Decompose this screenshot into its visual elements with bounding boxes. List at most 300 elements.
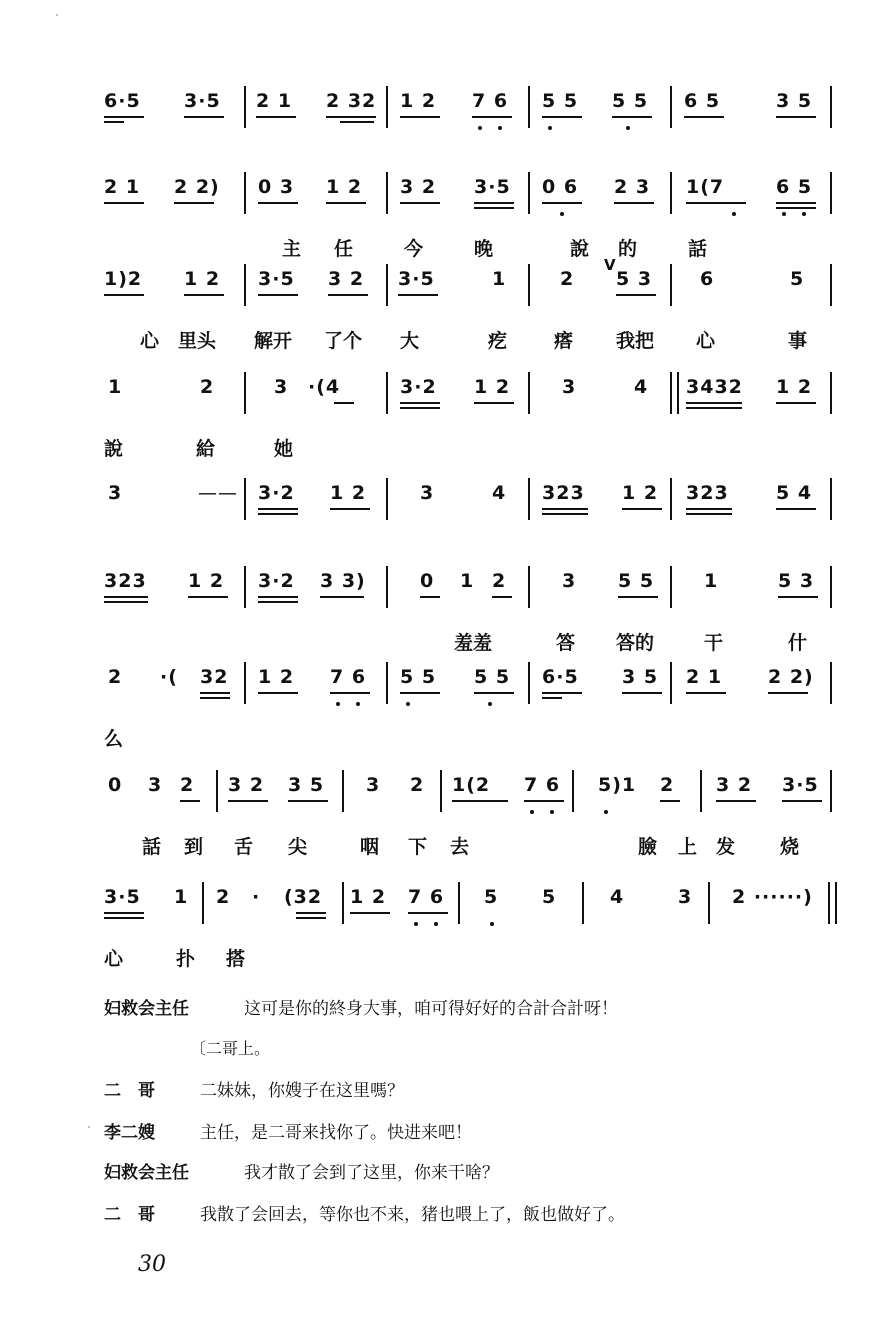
octave-dot (732, 212, 736, 216)
lyric: 主 (282, 238, 302, 260)
notation-staff (104, 566, 838, 636)
lyric: 干 (704, 632, 724, 654)
beam (542, 508, 588, 510)
lyric: 心 (140, 330, 160, 352)
beam (296, 917, 326, 919)
dialogue-line (104, 994, 618, 1019)
notation-staff (104, 662, 838, 732)
note-group: ·( (160, 666, 178, 688)
barline (670, 566, 672, 608)
note-group: 2 1 (104, 176, 141, 198)
lyric: 答 (556, 632, 576, 654)
lyric: 里头 (178, 330, 217, 352)
beam (618, 596, 658, 598)
beam (474, 402, 514, 404)
barline (528, 372, 530, 414)
beam (228, 800, 268, 802)
beam (776, 207, 816, 209)
lyric: 今 (404, 238, 424, 260)
note-group: 1 2 (474, 376, 511, 398)
dialogue-text: 我散了会回去，等你也不来，猪也喂上了，飯也做好了。 (200, 1205, 625, 1225)
octave-dot (490, 922, 494, 926)
note-group: 7 6 (408, 886, 445, 908)
note-group: 2 (180, 774, 195, 796)
beam (258, 294, 298, 296)
barline (830, 770, 832, 812)
beam (288, 800, 328, 802)
note-group: 4 (610, 886, 625, 908)
note-group: 323 (104, 570, 147, 592)
note-group: 5 5 (618, 570, 655, 592)
note-group: 5 5 (612, 90, 649, 112)
beam (612, 116, 652, 118)
lyric: 心 (696, 330, 716, 352)
barline (708, 882, 710, 924)
beam (330, 692, 370, 694)
barline (386, 264, 388, 306)
lyric: 說 (570, 238, 590, 260)
octave-dot (802, 212, 806, 216)
note-group: 3 (366, 774, 381, 796)
beam (408, 912, 448, 914)
beam (258, 513, 298, 515)
note-group: 3·5 (398, 268, 435, 290)
barline (528, 264, 530, 306)
note-group: 1 2 (400, 90, 437, 112)
barline (244, 172, 246, 214)
beam (472, 116, 512, 118)
beam (420, 596, 440, 598)
dialogue-text: 二妹妹，你嫂子在这里嗎？ (200, 1081, 404, 1101)
beam (184, 116, 224, 118)
music-system-4 (104, 372, 838, 492)
barline (244, 478, 246, 520)
note-group: 3·5 (782, 774, 819, 796)
note-group: 5 5 (400, 666, 437, 688)
note-group: 323 (542, 482, 585, 504)
octave-dot (782, 212, 786, 216)
note-group: 3 5 (288, 774, 325, 796)
barline (244, 86, 246, 128)
barline (202, 882, 204, 924)
note-group: 323 (686, 482, 729, 504)
notation-staff (104, 86, 838, 156)
beam (524, 800, 564, 802)
note-group: 2 (492, 570, 507, 592)
note-group: 5 3 (616, 268, 653, 290)
barline (458, 882, 460, 924)
beam (686, 692, 726, 694)
beam (184, 294, 224, 296)
octave-dot (406, 702, 410, 706)
octave-dot (498, 126, 502, 130)
notation-staff (104, 478, 838, 548)
beam (104, 116, 144, 118)
lyric: 事 (788, 330, 808, 352)
note-group: 1 2 (258, 666, 295, 688)
lyric: 解开 (254, 330, 293, 352)
beam (200, 692, 230, 694)
note-group: 2 1 (256, 90, 293, 112)
note-group: 7 6 (472, 90, 509, 112)
music-system-9 (104, 882, 838, 1002)
barline (386, 566, 388, 608)
dialogue-line (104, 1200, 625, 1225)
beam (686, 202, 746, 204)
note-group: 3·2 (258, 570, 295, 592)
beam (400, 202, 440, 204)
beam (340, 121, 374, 123)
note-group: 3 (108, 482, 123, 504)
note-group: 3432 (686, 376, 743, 398)
beam (614, 202, 654, 204)
barline (342, 770, 344, 812)
speaker-name: 二 哥 (104, 1081, 155, 1101)
barline (528, 662, 530, 704)
beam (104, 596, 148, 598)
beam (326, 202, 366, 204)
note-group: 1 2 (184, 268, 221, 290)
note-group: 0 6 (542, 176, 579, 198)
beam (104, 294, 144, 296)
beam (622, 692, 662, 694)
note-group: 2 32 (326, 90, 377, 112)
lyric: 尖 (288, 836, 308, 858)
barline (830, 86, 832, 128)
beam (542, 202, 582, 204)
note-group: 5)1 (598, 774, 637, 796)
note-group: 1 2 (330, 482, 367, 504)
beam (716, 800, 756, 802)
note-group: 5 3 (778, 570, 815, 592)
beam (660, 800, 680, 802)
lyric: 答的 (616, 632, 655, 654)
speaker-name: 李二嫂 (104, 1123, 155, 1143)
dialogue-text: 这可是你的終身大事，咱可得好好的合計合計呀！ (244, 999, 618, 1019)
note-group: 2 ······) (732, 886, 813, 908)
note-group: 3 (274, 376, 289, 398)
barline (244, 264, 246, 306)
note-group: 2 (410, 774, 425, 796)
beam (542, 697, 562, 699)
note-group: 1 2 (326, 176, 363, 198)
beam (616, 294, 656, 296)
octave-dot (604, 810, 608, 814)
barline (830, 264, 832, 306)
beam (474, 202, 514, 204)
lyric: 給 (196, 438, 216, 460)
note-group: ·(4 (308, 376, 341, 398)
lyric: 臉 (638, 836, 658, 858)
lyric: 我把 (616, 330, 655, 352)
dialogue-line (104, 1158, 499, 1183)
lyric: 下 (408, 836, 428, 858)
note-group: 0 (108, 774, 123, 796)
beam (200, 697, 230, 699)
beam (256, 116, 296, 118)
note-group: 2 (660, 774, 675, 796)
beam (776, 402, 816, 404)
barline (244, 566, 246, 608)
beam (542, 116, 582, 118)
note-group: 1(2 (452, 774, 491, 796)
beam (104, 601, 148, 603)
notation-staff (104, 256, 838, 334)
octave-dot (548, 126, 552, 130)
barline (830, 478, 832, 520)
lyric: 說 (104, 438, 124, 460)
beam (686, 402, 742, 404)
note-group: 1 2 (350, 886, 387, 908)
note-group: 0 (420, 570, 435, 592)
note-group: 2 1 (686, 666, 723, 688)
notation-staff (104, 882, 838, 952)
barline (386, 662, 388, 704)
stage-direction: 〔二哥上。 (190, 1039, 271, 1058)
beam (320, 596, 364, 598)
note-group: (32 (284, 886, 323, 908)
lyric: 了个 (324, 330, 363, 352)
octave-dot (488, 702, 492, 706)
note-group: 3 (148, 774, 163, 796)
lyric: 舌 (234, 836, 254, 858)
note-group: 4 (492, 482, 507, 504)
lyric: 大 (400, 330, 420, 352)
lyric: 什 (788, 632, 808, 654)
note-group: 1 2 (188, 570, 225, 592)
barline (244, 662, 246, 704)
beam (398, 294, 438, 296)
lyric: 去 (450, 836, 470, 858)
note-group: 1(7 (686, 176, 725, 198)
dialogue-line (104, 1076, 404, 1101)
note-group: 3 (562, 376, 577, 398)
barline (216, 770, 218, 812)
beam (334, 402, 354, 404)
beam (686, 407, 742, 409)
note-group: 1 (174, 886, 189, 908)
barline (670, 478, 672, 520)
note-group: 3·5 (184, 90, 221, 112)
speaker-name: 妇救会主任 (104, 999, 189, 1019)
beam (684, 116, 724, 118)
beam (258, 596, 298, 598)
beam (330, 508, 370, 510)
barline (670, 662, 672, 704)
notation-staff (104, 372, 838, 442)
barline (244, 372, 246, 414)
note-group: 3 (420, 482, 435, 504)
notation-staff (104, 172, 838, 242)
beam (776, 116, 816, 118)
note-group: · (252, 886, 261, 908)
barline (386, 172, 388, 214)
beam (474, 692, 514, 694)
barline (670, 86, 672, 128)
barline (700, 770, 702, 812)
beam (400, 116, 440, 118)
scan-speck (56, 14, 58, 16)
note-group: 1 2 (776, 376, 813, 398)
note-group: 2 (560, 268, 575, 290)
octave-dot (530, 810, 534, 814)
barline (582, 882, 584, 924)
barline (528, 566, 530, 608)
note-group: 5 (542, 886, 557, 908)
note-group: 3 3) (320, 570, 366, 592)
note-group: 6·5 (104, 90, 141, 112)
note-group: 2 (216, 886, 231, 908)
octave-dot (336, 702, 340, 706)
note-group: 3 2 (328, 268, 365, 290)
beam (296, 912, 326, 914)
tie-dash: —— (198, 482, 238, 504)
note-group: 3 (562, 570, 577, 592)
beam (542, 692, 582, 694)
dialogue-text: 我才散了会到了这里，你来干啥？ (244, 1163, 499, 1183)
note-group: 3 2 (228, 774, 265, 796)
barline (670, 264, 672, 306)
note-group: 32 (200, 666, 229, 688)
octave-dot (434, 922, 438, 926)
note-group: 7 6 (524, 774, 561, 796)
note-group: 5 5 (474, 666, 511, 688)
barline (528, 172, 530, 214)
beam (180, 800, 200, 802)
beam (188, 596, 228, 598)
beam (686, 513, 732, 515)
octave-dot (626, 126, 630, 130)
lyric: 么 (104, 728, 124, 750)
dialogue-line (104, 1118, 472, 1143)
lyric: 到 (184, 836, 204, 858)
octave-dot (560, 212, 564, 216)
note-group: 1 (704, 570, 719, 592)
note-group: 6·5 (542, 666, 579, 688)
note-group: 1 (460, 570, 475, 592)
beam (782, 800, 822, 802)
note-group: 3 (678, 886, 693, 908)
notation-staff (104, 770, 838, 840)
barline (670, 372, 679, 414)
lyric: 咽 (360, 836, 380, 858)
speaker-name: 二 哥 (104, 1205, 155, 1225)
beam (776, 508, 816, 510)
barline (670, 172, 672, 214)
lyric: 晚 (474, 238, 494, 260)
note-group: 2 3 (614, 176, 651, 198)
note-group: 1 2 (622, 482, 659, 504)
page-number: 30 (138, 1252, 166, 1277)
note-group: 3 5 (622, 666, 659, 688)
note-group: 3 5 (776, 90, 813, 112)
note-group: 5 (790, 268, 805, 290)
note-group: 3·5 (104, 886, 141, 908)
note-group: 6 5 (684, 90, 721, 112)
beam (622, 508, 662, 510)
beam (452, 800, 508, 802)
lyric: 扑 (176, 948, 196, 970)
note-group: 2 (200, 376, 215, 398)
octave-dot (414, 922, 418, 926)
beam (400, 692, 440, 694)
beam (258, 601, 298, 603)
beam (104, 202, 144, 204)
beam (778, 596, 818, 598)
barline (342, 882, 344, 924)
lyric: 話 (688, 238, 708, 260)
barline (440, 770, 442, 812)
barline (386, 478, 388, 520)
beam (474, 207, 514, 209)
note-group: 1 (492, 268, 507, 290)
beam (400, 407, 440, 409)
note-group: 3·2 (400, 376, 437, 398)
lyric: 任 (334, 238, 354, 260)
beam (686, 508, 732, 510)
note-group: 0 3 (258, 176, 295, 198)
music-system-3 (104, 256, 838, 384)
beam (174, 202, 214, 204)
note-group: 6 (700, 268, 715, 290)
beam (326, 116, 376, 118)
note-group: 1)2 (104, 268, 143, 290)
note-group: 3 2 (716, 774, 753, 796)
barline (386, 372, 388, 414)
final-barline (828, 882, 837, 924)
note-group: 3·2 (258, 482, 295, 504)
note-group: 7 6 (330, 666, 367, 688)
lyric: 羞羞 (454, 632, 493, 654)
lyric: 搭 (226, 948, 246, 970)
lyric: 发 (716, 836, 736, 858)
beam (768, 692, 808, 694)
beam (104, 917, 144, 919)
beam (258, 692, 298, 694)
note-group: 3·5 (474, 176, 511, 198)
barline (830, 566, 832, 608)
lyric: 的 (618, 238, 638, 260)
barline (830, 372, 832, 414)
dialogue-text: 主任，是二哥来找你了。快进来吧！ (200, 1123, 472, 1143)
octave-dot (478, 126, 482, 130)
lyric: 心 (104, 948, 124, 970)
breath-mark: V (604, 256, 617, 274)
beam (350, 912, 390, 914)
scan-speck (88, 1126, 90, 1128)
lyric: 她 (274, 438, 294, 460)
beam (542, 513, 588, 515)
note-group: 3 2 (400, 176, 437, 198)
barline (830, 662, 832, 704)
beam (492, 596, 512, 598)
barline (830, 172, 832, 214)
beam (400, 402, 440, 404)
barline (528, 86, 530, 128)
note-group: 5 (484, 886, 499, 908)
lyric: 烧 (780, 836, 800, 858)
music-system-8 (104, 770, 838, 890)
beam (776, 202, 816, 204)
lyric: 瘩 (554, 330, 574, 352)
note-group: 2 2) (174, 176, 220, 198)
note-group: 5 5 (542, 90, 579, 112)
note-group: 4 (634, 376, 649, 398)
beam (328, 294, 368, 296)
music-system-7 (104, 662, 838, 782)
barline (572, 770, 574, 812)
note-group: 1 (108, 376, 123, 398)
